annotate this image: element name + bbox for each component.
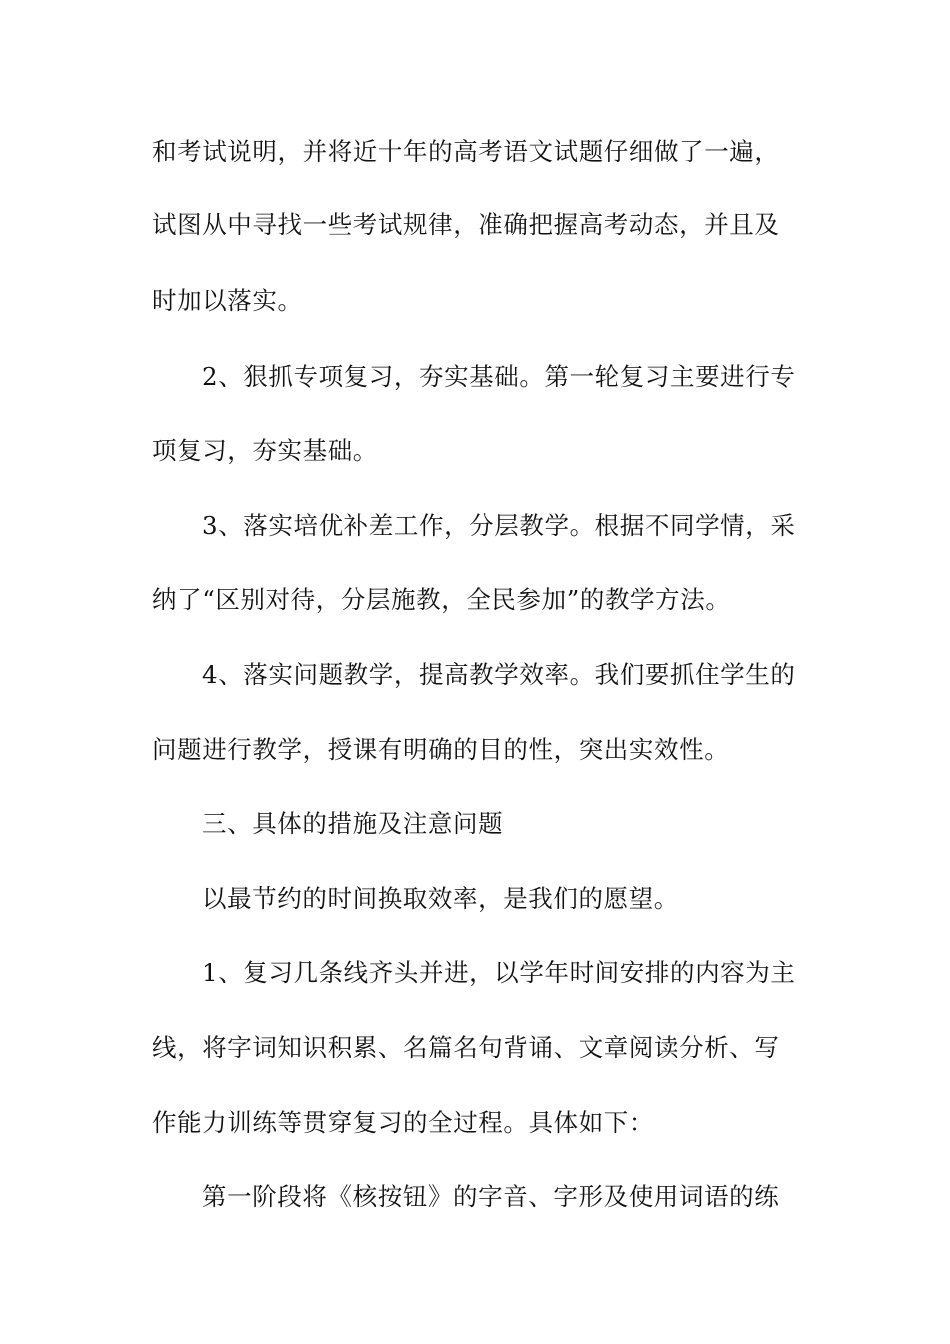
text-line-8: 4、落实问题教学，提高教学效率。我们要抓住学生的 (202, 660, 796, 689)
text-line-15: 第一阶段将《核按钮》的字音、字形及使用词语的练 (202, 1182, 780, 1211)
text-line-9: 问题进行教学，授课有明确的目的性，突出实效性。 (152, 735, 730, 764)
text-line-12: 1、复习几条线齐头并进，以学年时间安排的内容为主 (202, 958, 796, 987)
text-line-4: 2、狠抓专项复习，夯实基础。第一轮复习主要进行专 (202, 362, 796, 391)
text-line-11: 以最节约的时间换取效率，是我们的愿望。 (202, 884, 679, 913)
text-line-1: 和考试说明，并将近十年的高考语文试题仔细做了一遍， (152, 137, 780, 166)
text-line-2: 试图从中寻找一些考试规律，准确把握高考动态，并且及 (152, 210, 780, 239)
text-line-13: 线，将字词知识积累、名篇名句背诵、文章阅读分析、写 (152, 1033, 780, 1062)
text-line-7: 纳了“区别对待，分层施教，全民参加”的教学方法。 (152, 585, 731, 614)
text-line-6: 3、落实培优补差工作，分层教学。根据不同学情，采 (202, 511, 796, 540)
text-line-3: 时加以落实。 (152, 286, 303, 315)
section-heading: 三、具体的措施及注意问题 (202, 809, 504, 838)
text-line-14: 作能力训练等贯穿复习的全过程。具体如下： (152, 1108, 654, 1137)
text-line-5: 项复习，夯实基础。 (152, 436, 378, 465)
